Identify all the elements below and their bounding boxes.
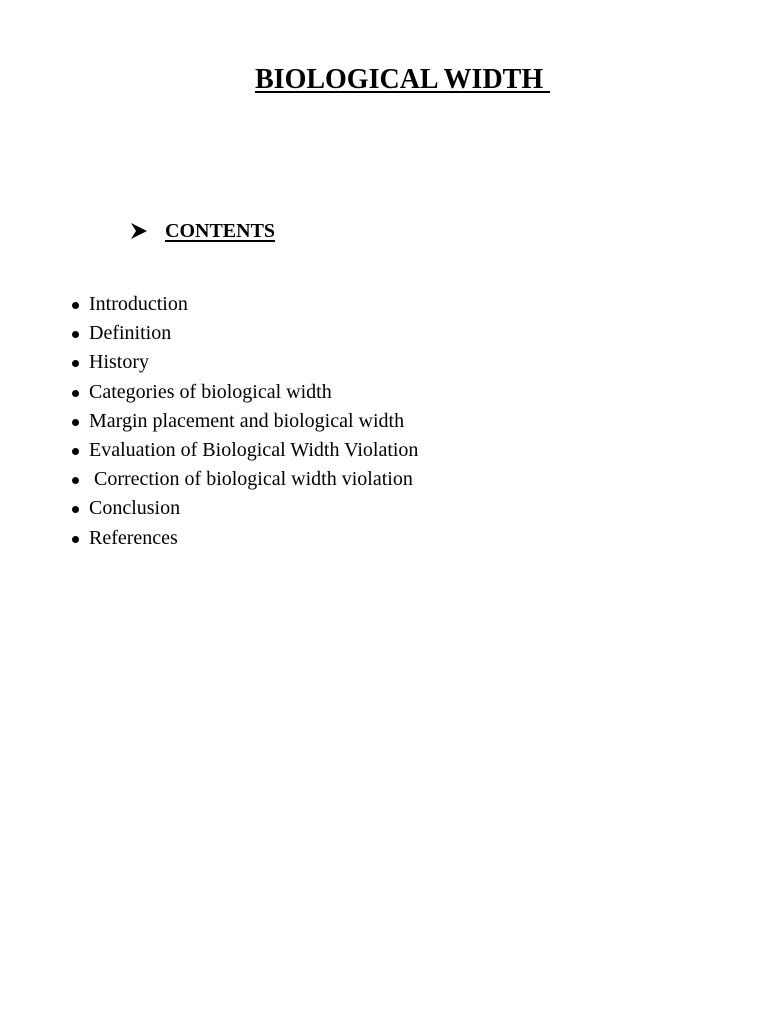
list-item-text: Definition bbox=[89, 322, 172, 345]
bullet-icon bbox=[72, 419, 79, 426]
list-item-text: Correction of biological width violation bbox=[89, 468, 413, 491]
contents-label: CONTENTS bbox=[165, 220, 276, 242]
list-item bbox=[72, 290, 418, 319]
list-item bbox=[72, 465, 418, 494]
list-item bbox=[72, 494, 418, 523]
list-item bbox=[72, 378, 418, 407]
document-title: BIOLOGICAL WIDTH bbox=[255, 64, 551, 95]
list-item bbox=[72, 524, 418, 553]
list-item-text: Categories of biological width bbox=[89, 380, 332, 403]
bullet-icon bbox=[72, 506, 79, 513]
list-item-text: References bbox=[89, 526, 178, 549]
contents-list bbox=[72, 290, 418, 553]
list-item bbox=[72, 407, 418, 436]
list-item bbox=[72, 348, 418, 377]
list-item-text: Evaluation of Biological Width Violation bbox=[89, 439, 419, 462]
list-item-text: Conclusion bbox=[89, 497, 181, 520]
list-item bbox=[72, 436, 418, 465]
contents-heading bbox=[130, 218, 275, 244]
list-item-text: Introduction bbox=[89, 293, 188, 316]
arrow-bullet-icon bbox=[130, 223, 148, 239]
bullet-icon bbox=[72, 448, 79, 455]
list-item-text: Margin placement and biological width bbox=[89, 409, 405, 432]
list-item bbox=[72, 319, 418, 348]
bullet-icon bbox=[72, 390, 79, 397]
list-item-text: History bbox=[89, 351, 149, 374]
bullet-icon bbox=[72, 331, 79, 338]
bullet-icon bbox=[72, 477, 79, 484]
bullet-icon bbox=[72, 302, 79, 309]
bullet-icon bbox=[72, 360, 79, 367]
bullet-icon bbox=[72, 536, 79, 543]
